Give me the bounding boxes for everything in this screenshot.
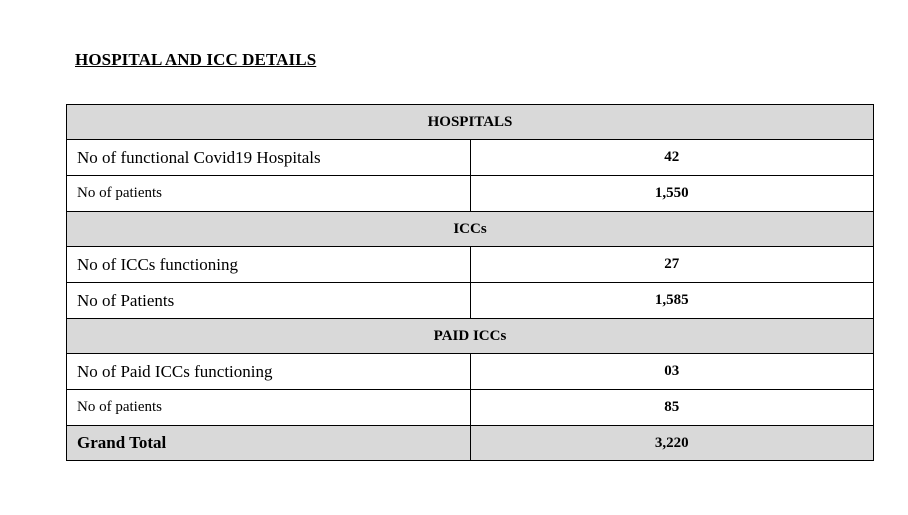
row-label-iccs-functioning: No of ICCs functioning xyxy=(67,247,471,283)
grand-total-row xyxy=(67,426,874,461)
section-header-row-hospitals xyxy=(67,105,874,140)
section-header-iccs: ICCs xyxy=(67,212,874,247)
row-value-functional-hospitals: 42 xyxy=(470,140,874,176)
table-row xyxy=(67,176,874,212)
table-row xyxy=(67,247,874,283)
table-row xyxy=(67,390,874,426)
row-label-hospital-patients: No of patients xyxy=(67,176,471,212)
row-value-hospital-patients: 1,550 xyxy=(470,176,874,212)
section-header-row-iccs xyxy=(67,212,874,247)
row-label-icc-patients: No of Patients xyxy=(67,283,471,319)
section-header-paid-iccs: PAID ICCs xyxy=(67,319,874,354)
section-header-row-paid-iccs xyxy=(67,319,874,354)
grand-total-label: Grand Total xyxy=(67,426,471,461)
grand-total-value: 3,220 xyxy=(470,426,874,461)
table-row xyxy=(67,283,874,319)
row-value-icc-patients: 1,585 xyxy=(470,283,874,319)
hospital-icc-table xyxy=(66,104,874,461)
table-row xyxy=(67,140,874,176)
row-value-iccs-functioning: 27 xyxy=(470,247,874,283)
row-value-paid-iccs-functioning: 03 xyxy=(470,354,874,390)
row-label-paid-icc-patients: No of patients xyxy=(67,390,471,426)
section-header-hospitals: HOSPITALS xyxy=(67,105,874,140)
row-label-functional-hospitals: No of functional Covid19 Hospitals xyxy=(67,140,471,176)
page-title: HOSPITAL AND ICC DETAILS xyxy=(75,50,317,69)
table-row xyxy=(67,354,874,390)
row-label-paid-iccs-functioning: No of Paid ICCs functioning xyxy=(67,354,471,390)
row-value-paid-icc-patients: 85 xyxy=(470,390,874,426)
